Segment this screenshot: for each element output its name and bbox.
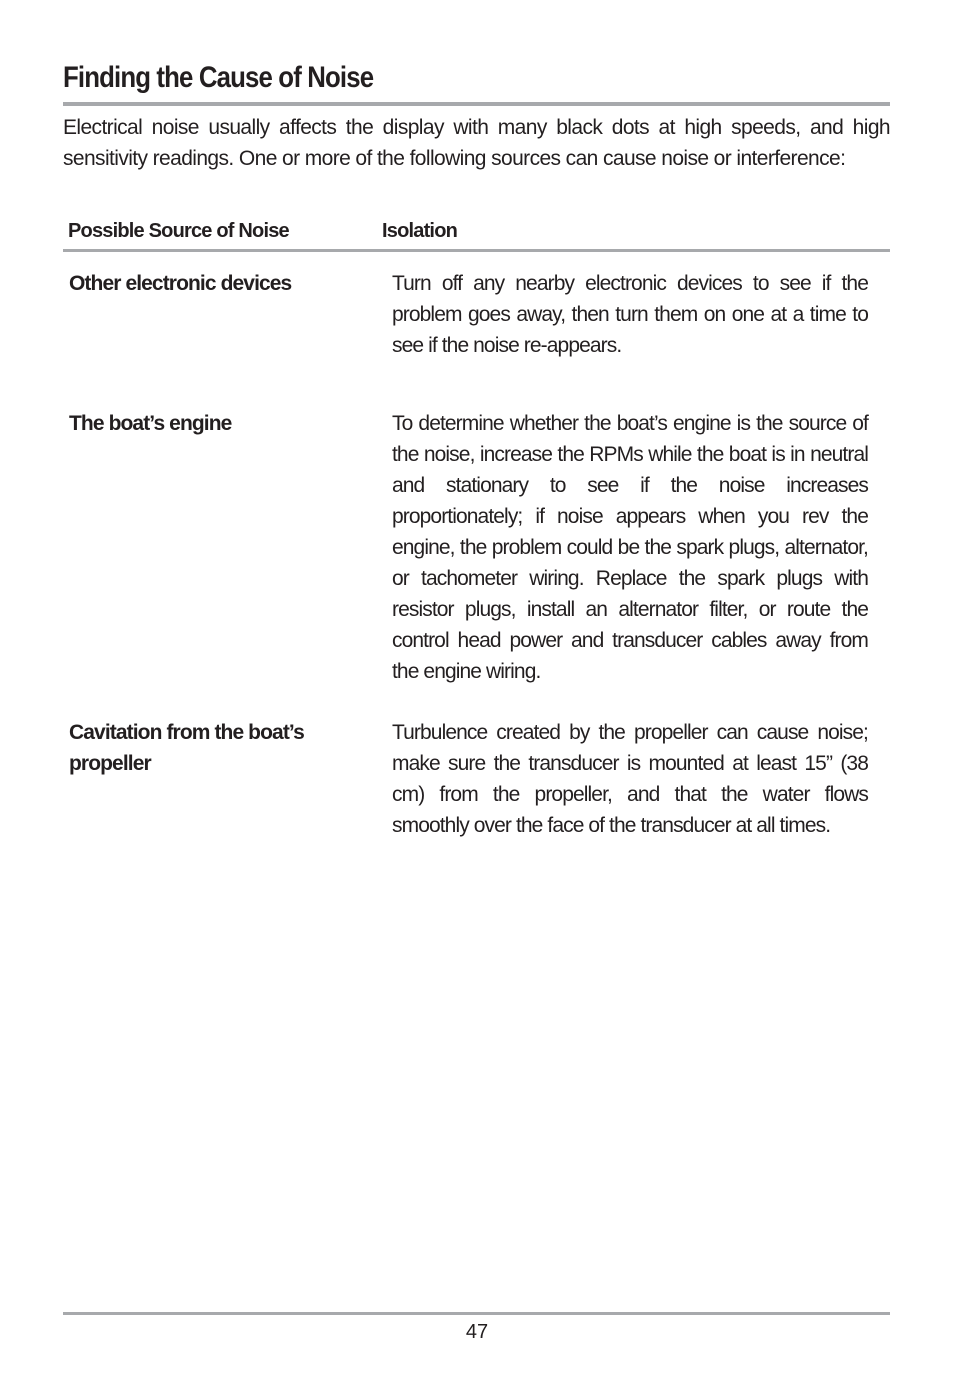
isolation-text: Turbulence created by the propeller can cause noise; make sure the transducer is mounted at least 15” (38 cm) from the propeller, and that the water flows smoothly over the face of the transducer at all times. bbox=[392, 721, 868, 837]
noise-source-label: Cavitation from the boat’s propeller bbox=[69, 721, 304, 775]
intro-paragraph: Electrical noise usually affects the display with many black dots at high speeds, and high sensitivity readings. One or more of the following sources can cause noise or interference: bbox=[63, 116, 890, 170]
column-header-source: Possible Source of Noise bbox=[68, 220, 289, 242]
column-header-isolation: Isolation bbox=[382, 220, 458, 242]
page-title: Finding the Cause of Noise bbox=[63, 61, 374, 94]
noise-source-label: Other electronic devices bbox=[69, 272, 292, 295]
noise-source-label: The boat’s engine bbox=[69, 412, 232, 435]
title-divider bbox=[63, 102, 890, 106]
table-header bbox=[63, 218, 890, 250]
page-number: 47 bbox=[465, 1321, 489, 1343]
isolation-text: Turn off any nearby electronic devices to see if the problem goes away, then turn them on one at a time to see if the noise re-appears. bbox=[392, 272, 868, 357]
isolation-text: To determine whether the boat’s engine is the source of the noise, increase the RPMs while the boat is in neutral and stationary to see if the noise increases proportionately; if noise appears when you rev the engine, the problem could be the spark plugs, alternator, or tachometer wiring. Replace the spark plugs with resistor plugs, install an alternator filter, or route the control head power and transducer cables away from the engine wiring. bbox=[392, 412, 868, 683]
table-header-divider bbox=[63, 249, 890, 252]
footer-divider bbox=[63, 1312, 890, 1315]
